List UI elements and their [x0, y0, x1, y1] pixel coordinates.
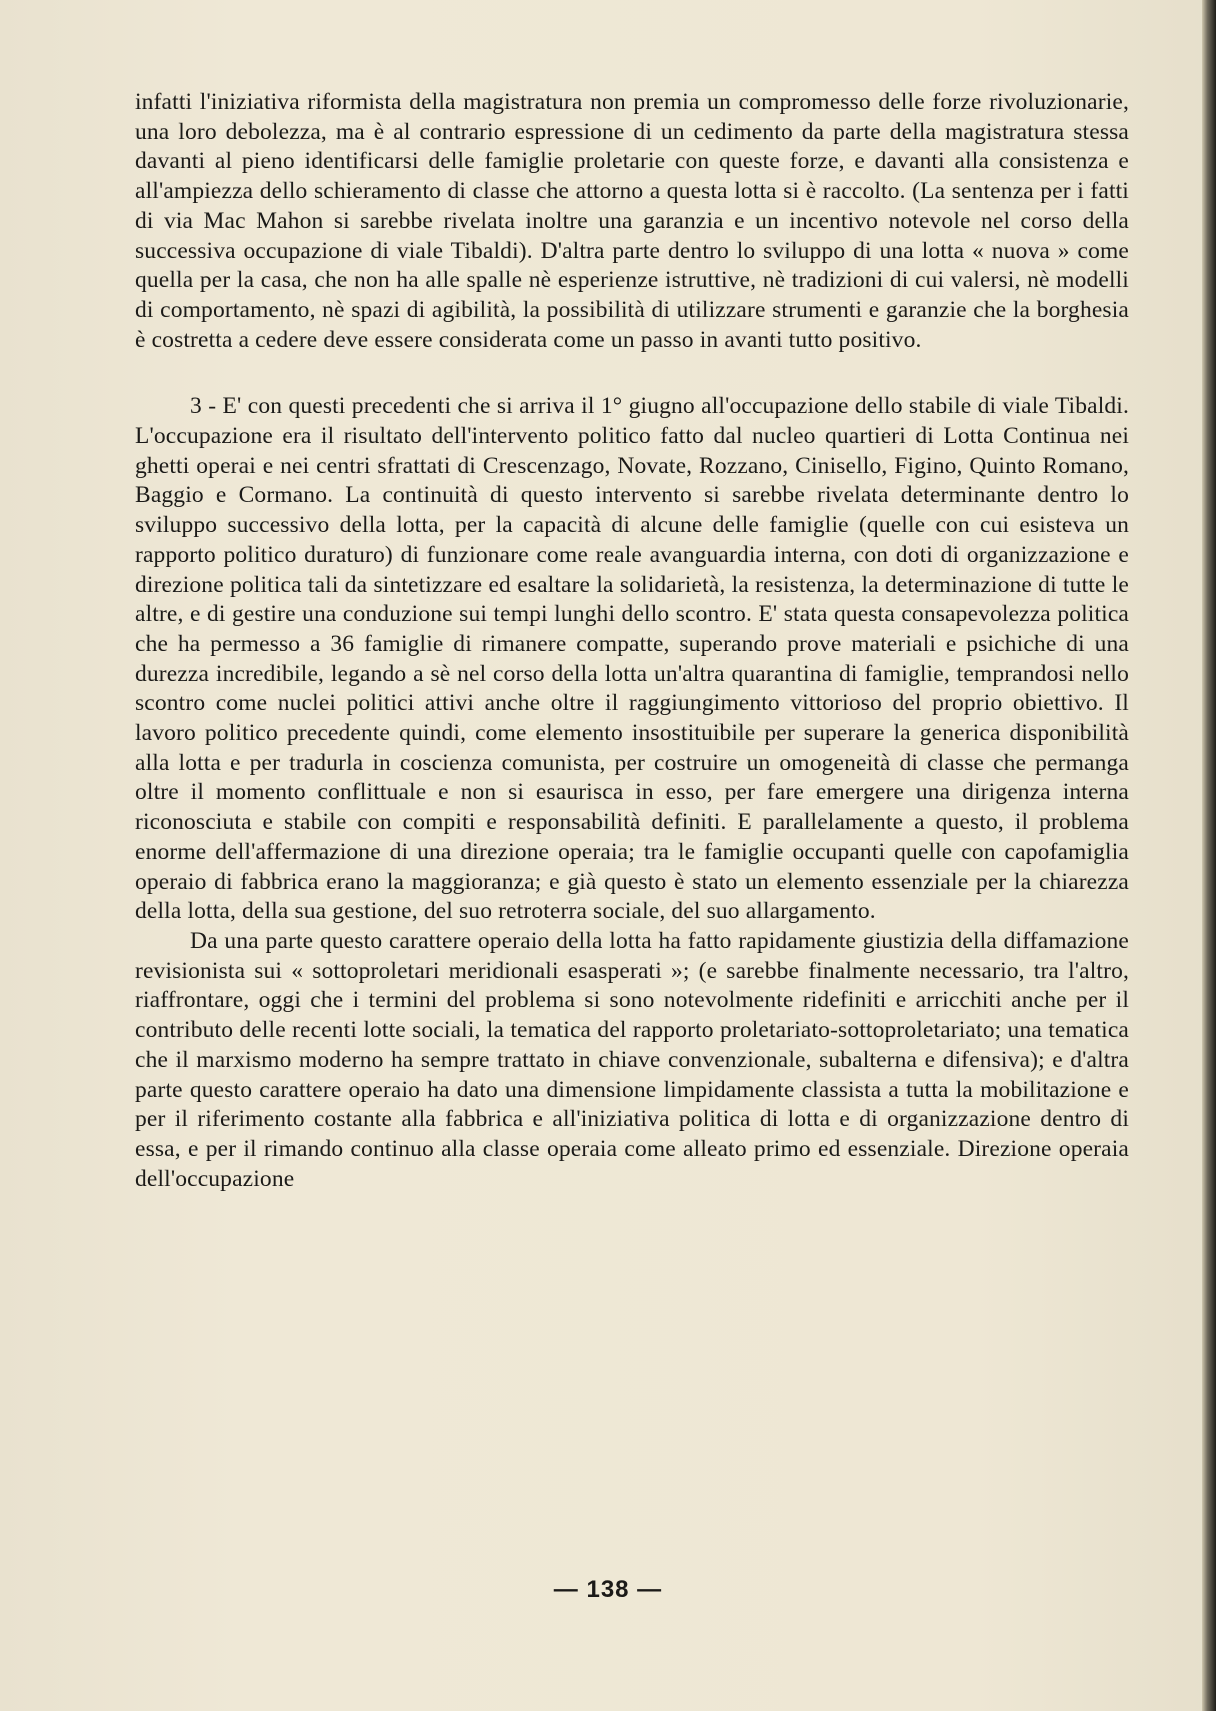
page-number: — 138 —: [553, 1576, 663, 1603]
paragraph-2: 3 - E' con questi precedenti che si arriva il 1° giugno all'occupazione dello stabile di viale Tibaldi. L'occupazione era il risultato dell'intervento politico fatto dal nucleo quartieri di Lotta Continua nei ghetti operai e nei centri sfrattati di Crescenzago, Novate, Rozzano, Cinisello, Figino, Quinto Romano, Baggio e Cormano. La continuità di questo intervento si sarebbe rivelata determinante dentro lo sviluppo successivo della lotta, per la capacità di alcune delle famiglie (quelle con cui esisteva un rapporto politico duraturo) di funzionare come reale avanguardia interna, con doti di organizzazione e direzione politica tali da sintetizzare ed esaltare la solidarietà, la resistenza, la determinazione di tutte le altre, e di gestire una conduzione sui tempi lunghi dello scontro. E' stata questa consapevolezza politica che ha permesso a 36 famiglie di rimanere compatte, superando prove materiali e psichiche di una durezza incredibile, legando a sè nel corso della lotta un'altra quarantina di famiglie, temprandosi nello scontro come nuclei politici attivi anche oltre il raggiungimento vittorioso del proprio obiettivo. Il lavoro politico precedente quindi, come elemento insostituibile per superare la generica disponibilità alla lotta e per tradurla in coscienza comunista, per costruire un omogeneità di classe che permanga oltre il momento conflittuale e non si esaurisca in esso, per fare emergere una dirigenza interna riconosciuta e stabile con compiti e responsabilità definiti. E parallelamente a questo, il problema enorme dell'affermazione di una direzione operaia; tra le famiglie occupanti quelle con capofamiglia operaio di fabbrica erano la maggioranza; e già questo è stato un elemento essenziale per la chiarezza della lotta, della sua gestione, del suo retroterra sociale, del suo allargamento.: [135, 393, 1129, 925]
paragraph-1: infatti l'iniziativa riformista della magistratura non premia un compromesso delle forze rivoluzionarie, una loro debolezza, ma è al contrario espressione di un cedimento da parte della magistratura stessa davanti al pieno identificarsi delle famiglie proletarie con queste forze, e davanti alla consistenza e all'ampiezza dello schieramento di classe che attorno a questa lotta si è raccolto. (La sentenza per i fatti di via Mac Mahon si sarebbe rivelata inoltre una garanzia e un incentivo notevole nel corso della successiva occupazione di viale Tibaldi). D'altra parte dentro lo sviluppo di una lotta « nuova » come quella per la casa, che non ha alle spalle nè esperienze istruttive, nè tradizioni di cui valersi, nè modelli di comportamento, nè spazi di agibilità, la possibilità di utilizzare strumenti e garanzie che la borghesia è costretta a cedere deve essere considerata come un passo in avanti tutto positivo.: [135, 89, 1129, 353]
paragraph-3: Da una parte questo carattere operaio della lotta ha fatto rapidamente giustizia della diffamazione revisionista sui « sottoproletari meridionali esasperati »; (e sarebbe finalmente necessario, tra l'altro, riaffrontare, oggi che i termini del problema si sono notevolmente ridefiniti e arricchiti anche per il contributo delle recenti lotte sociali, la tematica del rapporto proletariato-sottoproletariato; una tematica che il marxismo moderno ha sempre trattato in chiave convenzionale, subalterna e difensiva); e d'altra parte questo carattere operaio ha dato una dimensione limpidamente classista a tutta la mobilitazione e per il riferimento costante alla fabbrica e all'iniziativa politica di lotta e di organizzazione dentro di essa, e per il rimando continuo alla classe operaia come alleato primo ed essenziale. Direzione operaia dell'occupazione: [135, 927, 1129, 1192]
book-spine-shadow: [1202, 0, 1216, 1711]
body-text: [135, 88, 1129, 1194]
